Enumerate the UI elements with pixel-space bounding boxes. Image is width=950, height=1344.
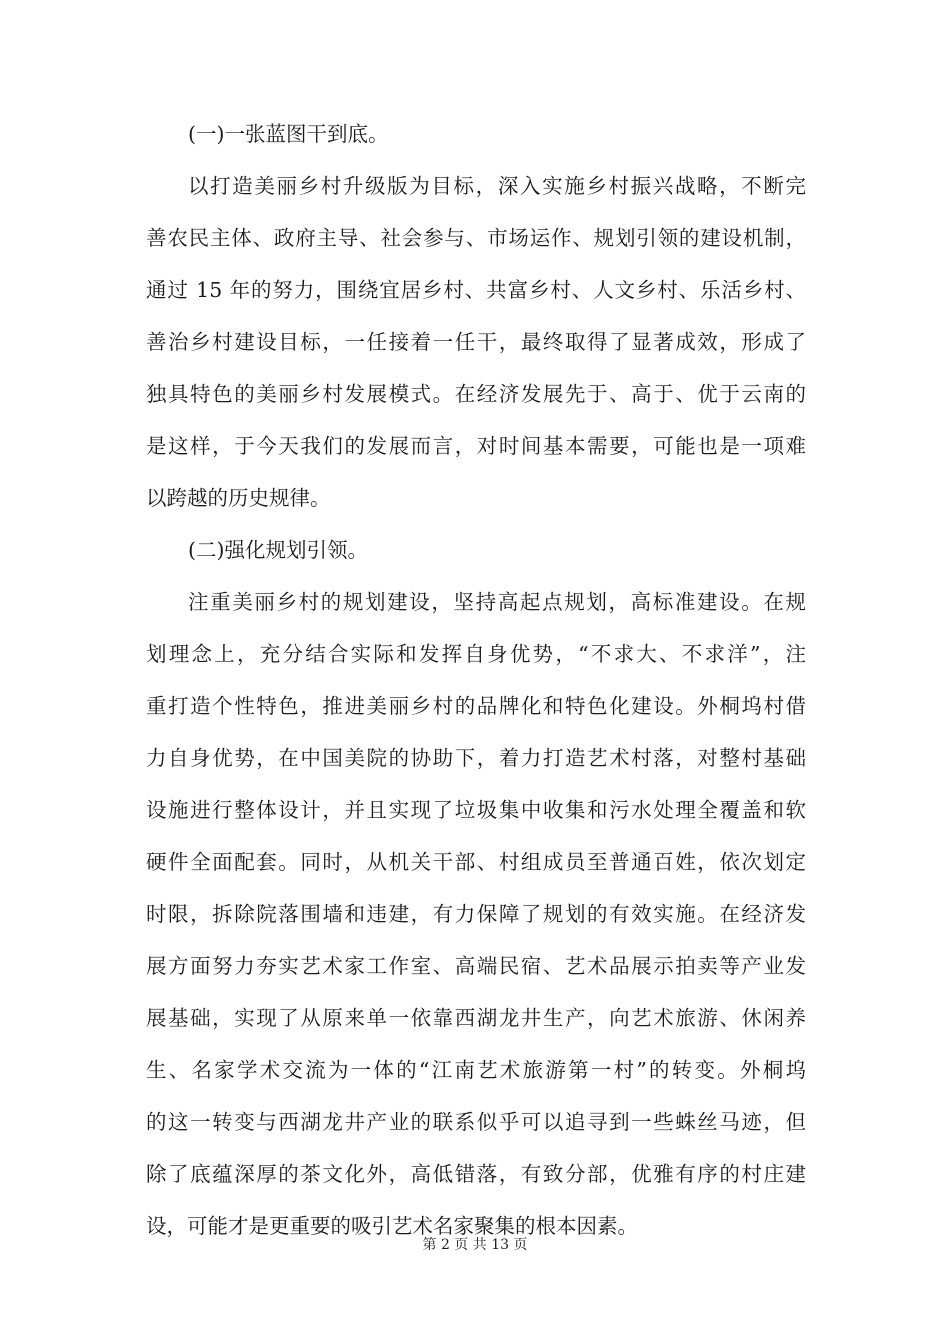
paragraph-line: 展方面努力夯实艺术家工作室、高端民宿、艺术品展示拍卖等产业发 [146, 954, 806, 978]
paragraph-line: 力自身优势，在中国美院的协助下，着力打造艺术村落，对整村基础 [146, 746, 806, 770]
page-number-footer: 第 2 页 共 13 页 [422, 1237, 528, 1253]
paragraph-line: 重打造个性特色，推进美丽乡村的品牌化和特色化建设。外桐坞村借 [146, 694, 806, 718]
paragraph-line: 生、名家学术交流为一体的“江南艺术旅游第一村”的转变。外桐坞 [146, 1058, 806, 1082]
paragraph-line: 划理念上，充分结合实际和发挥自身优势，“不求大、不求洋”，注 [146, 642, 806, 666]
paragraph-line: 以跨越的历史规律。 [146, 486, 331, 510]
paragraph-line: 设施进行整体设计，并且实现了垃圾集中收集和污水处理全覆盖和软 [146, 798, 806, 822]
paragraph-line: 善治乡村建设目标，一任接着一任干，最终取得了显著成效，形成了 [146, 330, 806, 354]
paragraph-line: 时限，拆除院落围墙和违建，有力保障了规划的有效实施。在经济发 [146, 902, 806, 926]
paragraph-line: 通过 15 年的努力，围绕宜居乡村、共富乡村、人文乡村、乐活乡村、 [146, 278, 806, 302]
paragraph-line: 注重美丽乡村的规划建设，坚持高起点规划，高标准建设。在规 [188, 590, 806, 614]
paragraph-line: 硬件全面配套。同时，从机关干部、村组成员至普通百姓，依次划定 [146, 850, 806, 874]
paragraph-line: 独具特色的美丽乡村发展模式。在经济发展先于、高于、优于云南的 [146, 382, 806, 406]
paragraph-line: 以打造美丽乡村升级版为目标，深入实施乡村振兴战略，不断完 [188, 174, 806, 198]
paragraph-line: 设，可能才是更重要的吸引艺术名家聚集的根本因素。 [146, 1214, 638, 1238]
paragraph-line: 除了底蕴深厚的茶文化外，高低错落，有致分部，优雅有序的村庄建 [146, 1162, 806, 1186]
paragraph-line: 善农民主体、政府主导、社会参与、市场运作、规划引领的建设机制， [146, 226, 806, 250]
section-heading-2: (二)强化规划引领。 [188, 538, 368, 562]
section-heading-1: (一)一张蓝图干到底。 [188, 122, 389, 146]
paragraph-line: 展基础，实现了从原来单一依靠西湖龙井生产，向艺术旅游、休闲养 [146, 1006, 806, 1030]
paragraph-line: 的这一转变与西湖龙井产业的联系似乎可以追寻到一些蛛丝马迹，但 [146, 1110, 806, 1134]
paragraph-line: 是这样，于今天我们的发展而言，对时间基本需要，可能也是一项难 [146, 434, 806, 458]
